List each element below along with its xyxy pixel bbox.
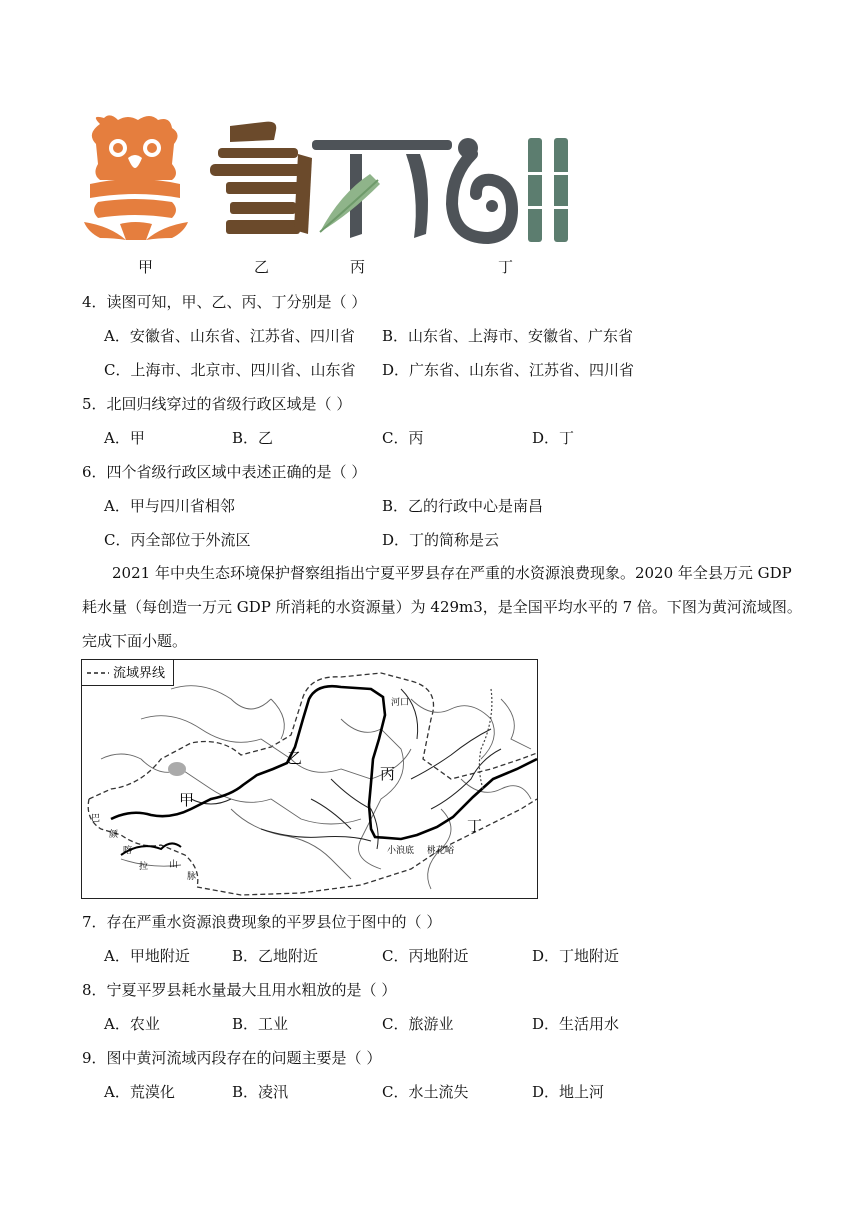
- q9-stem: 9．图中黄河流域丙段存在的问题主要是（ ）: [82, 1049, 382, 1067]
- q5-option-d[interactable]: D．丁: [532, 429, 575, 447]
- passage-line-3: 完成下面小题。: [82, 632, 188, 650]
- q9-option-a[interactable]: A．荒漠化: [104, 1083, 175, 1101]
- q5-option-c[interactable]: C．丙: [382, 429, 424, 447]
- q9-option-d[interactable]: D．地上河: [532, 1083, 605, 1101]
- map-label-taohuayu: 桃花峪: [427, 846, 455, 856]
- q9-option-c[interactable]: C．水土流失: [382, 1083, 469, 1101]
- q5-stem: 5．北回归线穿过的省级行政区域是（ ）: [82, 395, 352, 413]
- passage-line-2: 耗水量（每创造一万元 GDP 所消耗的水资源量）为 429m3，是全国平均水平的 7 倍。下图为黄河流域图。: [82, 598, 802, 616]
- q4-option-c[interactable]: C．上海市、北京市、四川省、山东省: [104, 361, 356, 379]
- logo-label-yi: 乙: [254, 258, 270, 276]
- q5-option-a[interactable]: A．甲: [104, 429, 145, 447]
- map-label-bing: 丙: [380, 765, 396, 783]
- passage: [82, 556, 802, 658]
- q8-option-c[interactable]: C．旅游业: [382, 1015, 454, 1033]
- passage-line-1: 2021 年中央生态环境保护督察组指出宁夏平罗县存在严重的水资源浪费现象。2020 年全县万元 GDP: [112, 564, 792, 582]
- map-legend-label: 流域界线: [113, 666, 166, 681]
- q8-stem: 8．宁夏平罗县耗水量最大且用水粗放的是（ ）: [82, 981, 397, 999]
- q8-option-d[interactable]: D．生活用水: [532, 1015, 620, 1033]
- q8-option-a[interactable]: A．农业: [104, 1015, 160, 1033]
- q7-option-c[interactable]: C．丙地附近: [382, 947, 469, 965]
- logo-label-jia: 甲: [138, 258, 154, 276]
- map-label-yi: 乙: [287, 749, 303, 767]
- map-label-mai: 脉: [187, 872, 197, 882]
- q9-option-b[interactable]: B．凌汛: [232, 1083, 289, 1101]
- q6-option-c[interactable]: C．丙全部位于外流区: [104, 531, 251, 549]
- q4-option-b[interactable]: B．山东省、上海市、安徽省、广东省: [382, 327, 634, 345]
- map-label-ba: 巴: [91, 814, 101, 824]
- lake-shape: [168, 762, 186, 776]
- province-logos-image: [80, 114, 590, 254]
- q8-option-b[interactable]: B．工业: [232, 1015, 289, 1033]
- map-label-ding: 丁: [467, 817, 483, 835]
- q7-option-a[interactable]: A．甲地附近: [104, 947, 190, 965]
- q5-option-b[interactable]: B．乙: [232, 429, 274, 447]
- logo-label-bing: 丙: [350, 258, 366, 276]
- q6-option-a[interactable]: A．甲与四川省相邻: [104, 497, 235, 515]
- map-label-shan: 山: [169, 860, 179, 870]
- q6-option-b[interactable]: B．乙的行政中心是南昌: [382, 497, 544, 515]
- logo-strip: [80, 114, 590, 254]
- q4-option-d[interactable]: D．广东省、山东省、江苏省、四川省: [382, 361, 635, 379]
- logo-yi: [210, 122, 312, 234]
- q4-stem: 4．读图可知，甲、乙、丙、丁分别是（ ）: [82, 293, 367, 311]
- map-label-yan: 颜: [109, 830, 119, 840]
- logo-ding: [452, 138, 570, 242]
- q7-option-d[interactable]: D．丁地附近: [532, 947, 620, 965]
- map-label-la: 拉: [139, 862, 149, 872]
- logo-jia: [84, 115, 188, 240]
- map-label-xiaolangdi: 小浪底: [387, 846, 415, 856]
- map-label-ka: 喀: [123, 846, 133, 856]
- map-label-hekou: 河口: [391, 698, 410, 708]
- q7-option-b[interactable]: B．乙地附近: [232, 947, 319, 965]
- q6-stem: 6．四个省级行政区域中表述正确的是（ ）: [82, 463, 367, 481]
- q7-stem: 7．存在严重水资源浪费现象的平罗县位于图中的（ ）: [82, 913, 442, 931]
- yellow-river-map: [81, 659, 538, 899]
- map-svg: [81, 659, 538, 899]
- q4-option-a[interactable]: A．安徽省、山东省、江苏省、四川省: [104, 327, 355, 345]
- logo-label-ding: 丁: [498, 258, 514, 276]
- logo-bing: [312, 140, 452, 238]
- q6-option-d[interactable]: D．丁的简称是云: [382, 531, 500, 549]
- map-label-jia: 甲: [179, 791, 195, 809]
